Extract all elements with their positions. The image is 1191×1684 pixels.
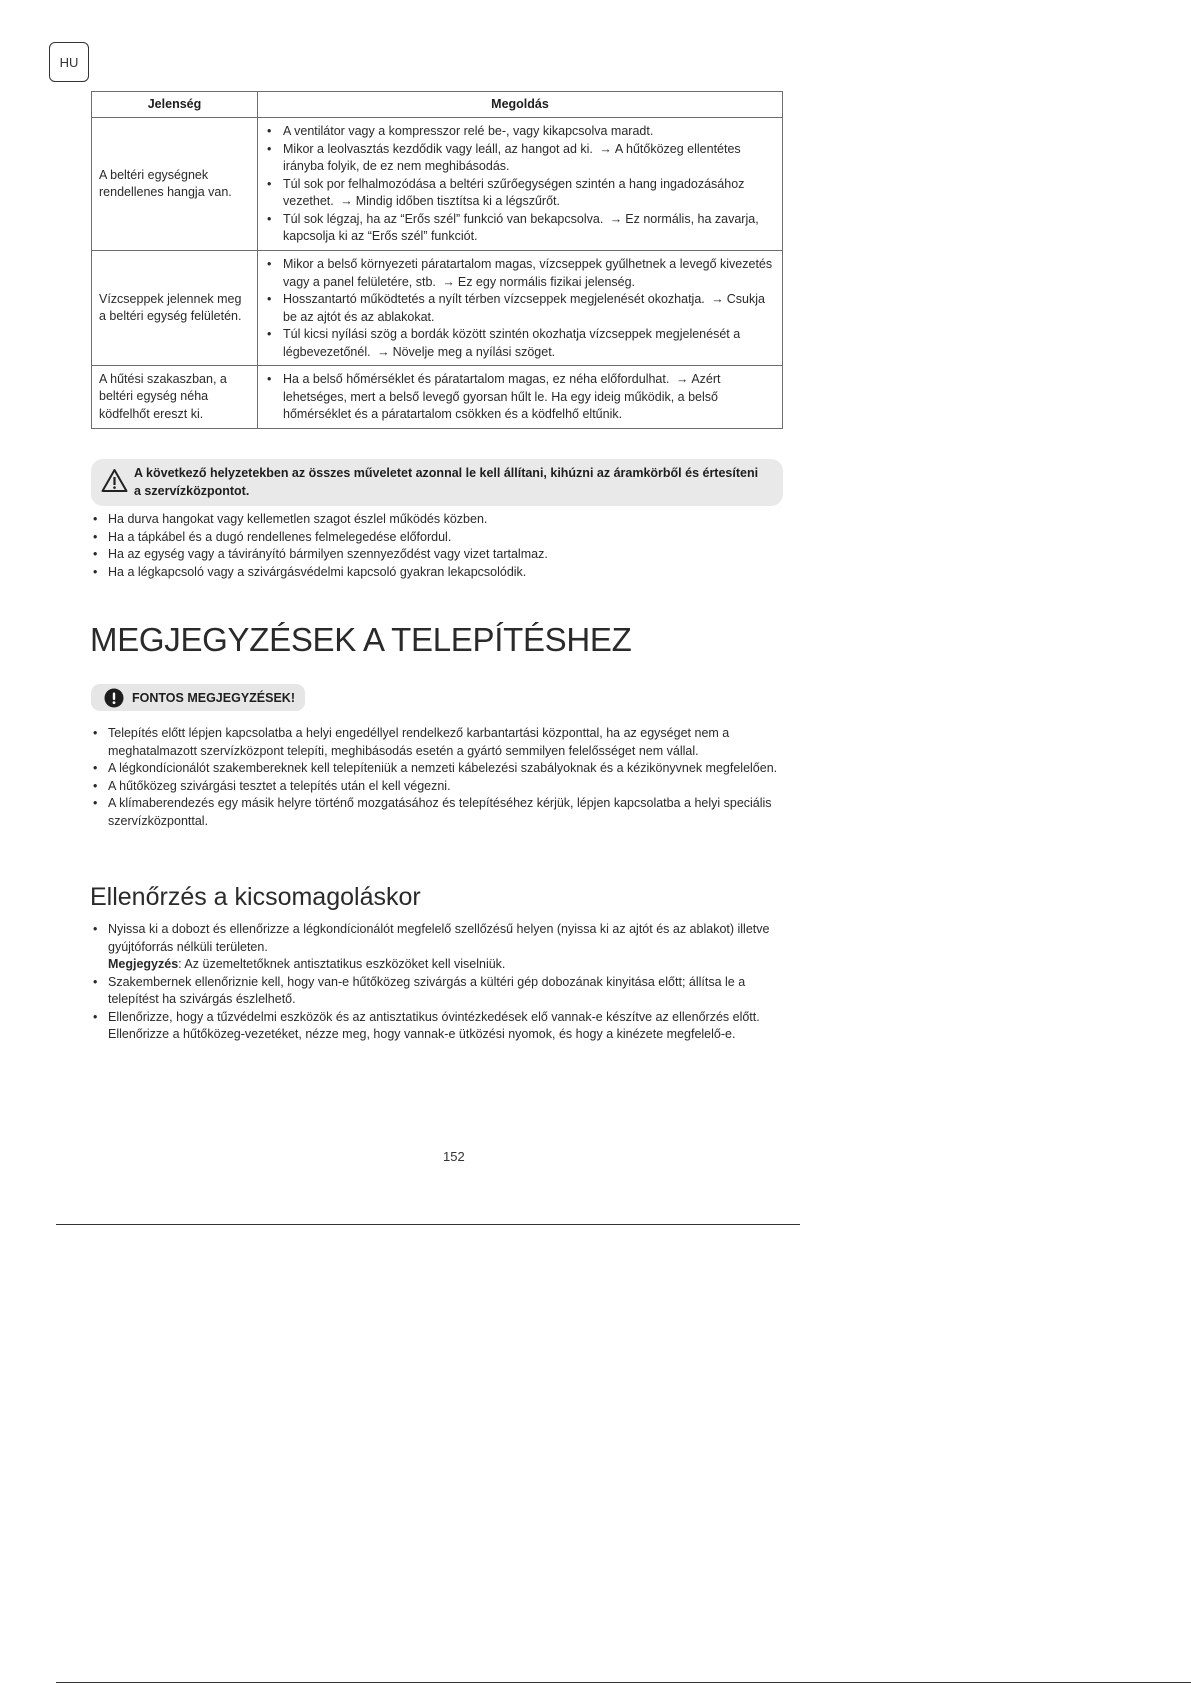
important-notes-label: FONTOS MEGJEGYZÉSEK! [132, 690, 295, 705]
list-item: • Ha az egység vagy a távirányító bármilyen szennyeződést vagy vizet tartalmaz. [91, 546, 783, 564]
list-item: • A hűtőközeg szivárgási tesztet a telepítés után el kell végezni. [91, 778, 787, 796]
solution-item: • Túl kicsi nyílási szög a bordák között szintén okozhatja vízcseppek megjelenését a légbevezetőnél. → Növelje meg a nyílási szöget. [266, 326, 776, 361]
installation-notes-list [91, 725, 787, 830]
arrow-right-icon: → [609, 211, 623, 226]
list-item: • A légkondícionálót szakembereknek kell telepíteniük a nemzeti kábelezési szabályoknak és a kézikönyvnek megfelelően. [91, 760, 787, 778]
symptom-cell: A beltéri egységnek rendellenes hangja van. [92, 118, 258, 251]
arrow-right-icon: → [340, 194, 353, 209]
warning-list [91, 511, 783, 581]
list-item: • Ha durva hangokat vagy kellemetlen szagot észlel működés közben. [91, 511, 783, 529]
exclamation-circle-icon [104, 688, 124, 708]
arrow-right-icon: → [442, 274, 455, 289]
list-item: • Ha a tápkábel és a dugó rendellenes felmelegedése előfordul. [91, 529, 783, 547]
arrow-right-icon: → [377, 344, 390, 359]
warning-text: A következő helyzetekben az összes műveletet azonnal le kell állítani, kihúzni az áramkörből és értesíteni a szervízközpontot. [134, 466, 759, 498]
table-header-row [92, 92, 783, 118]
note-label: Megjegyzés [108, 957, 179, 971]
list-item: • Nyissa ki a dobozt és ellenőrizze a légkondícionálót megfelelő szellőzésű helyen (nyissa ki az ajtót és az ablakot) illetve gyújtóforrás nélküli területen. Megjegyzés: Az üzemeltetőknek antisztatikus eszközöket kell viselniük. [91, 921, 787, 974]
symptom-cell: Vízcseppek jelennek meg a beltéri egység felületén. [92, 251, 258, 366]
bottom-divider [56, 1682, 1191, 1683]
warning-triangle-icon [101, 468, 128, 493]
arrow-right-icon: → [599, 141, 612, 156]
troubleshooting-table [91, 91, 783, 429]
note-text: : Az üzemeltetőknek antisztatikus eszközöket kell viselniük. [178, 957, 506, 971]
arrow-right-icon: → [711, 292, 724, 306]
unpacking-check-title: Ellenőrzés a kicsomagoláskor [90, 883, 421, 911]
solution-item: • Mikor a leolvasztás kezdődik vagy leáll, az hangot ad ki. → A hűtőközeg ellentétes irányba folyik, de ez nem meghibásodás. [266, 141, 776, 176]
warning-callout [91, 459, 783, 506]
solution-cell [258, 366, 783, 429]
language-badge: HU [49, 42, 89, 82]
unpacking-check-list [91, 921, 787, 1044]
installation-notes-title: MEGJEGYZÉSEK A TELEPÍTÉSHEZ [90, 621, 632, 658]
symptom-cell: A hűtési szakaszban, a beltéri egység néha ködfelhőt ereszt ki. [92, 366, 258, 429]
table-row [92, 251, 783, 366]
solution-item: • A ventilátor vagy a kompresszor relé be-, vagy kikapcsolva maradt. [266, 123, 776, 141]
solution-cell [258, 251, 783, 366]
table-row [92, 366, 783, 429]
list-item: • Telepítés előtt lépjen kapcsolatba a helyi engedéllyel rendelkező karbantartási központtal, ha az egységet nem a meghatalmazott szervízközpont telepíti, meghibásodás esetén a gyártó semmilyen felelősséget nem vállal. [91, 725, 787, 760]
list-item: • Szakembernek ellenőriznie kell, hogy van-e hűtőközeg szivárgás a kültéri gép dobozának kinyitása előtt; állítsa le a telepítést ha szivárgás észlelhető. [91, 974, 787, 1009]
solution-item: • Hosszantartó működtetés a nyílt térben vízcseppek megjelenését okozhatja. → Csukja be az ajtót és az ablakokat. [266, 291, 776, 326]
solution-item: • Túl sok légzaj, ha az “Erős szél” funkció van bekapcsolva. → Ez normális, ha zavarja, kapcsolja ki az “Erős szél” funkciót. [266, 211, 776, 246]
list-item: • Ha a légkapcsoló vagy a szivárgásvédelmi kapcsoló gyakran lekapcsolódik. [91, 564, 783, 582]
solution-item: • Mikor a belső környezeti páratartalom magas, vízcseppek gyűlhetnek a levegő kivezetés vagy a panel felületére, stb. → Ez egy normális fizikai jelenség. [266, 256, 776, 291]
table-row [92, 118, 783, 251]
page-number: 152 [443, 1149, 465, 1164]
solution-item: • Ha a belső hőmérséklet és páratartalom magas, ez néha előfordulhat. → Azért lehetséges, mert a belső levegő gyorsan hűlt le. Ha egy ideig működik, a belső hőmérséklet és a páratartalom csökken és a ködfelhő eltűnik. [266, 371, 776, 424]
important-notes-badge [91, 684, 305, 711]
column-header-solution: Megoldás [258, 92, 783, 118]
list-item: • Ellenőrizze, hogy a tűzvédelmi eszközök és az antisztatikus óvintézkedések elő vannak-e készítve az ellenőrzés előtt. Ellenőrizze a hűtőközeg-vezetéket, nézze meg, hogy vannak-e ütközési nyomok, és hogy a kinézete megfelelő-e. [91, 1009, 787, 1044]
solution-cell [258, 118, 783, 251]
list-item: • A klímaberendezés egy másik helyre történő mozgatásához és telepítéséhez kérjük, lépjen kapcsolatba a helyi speciális szervízközponttal. [91, 795, 787, 830]
column-header-symptom: Jelenség [92, 92, 258, 118]
arrow-right-icon: → [675, 372, 689, 386]
solution-item: • Túl sok por felhalmozódása a beltéri szűrőegységen szintén a hang ingadozásához vezethet. → Mindig időben tisztítsa ki a légszűrőt. [266, 176, 776, 211]
page-divider [56, 1224, 800, 1225]
